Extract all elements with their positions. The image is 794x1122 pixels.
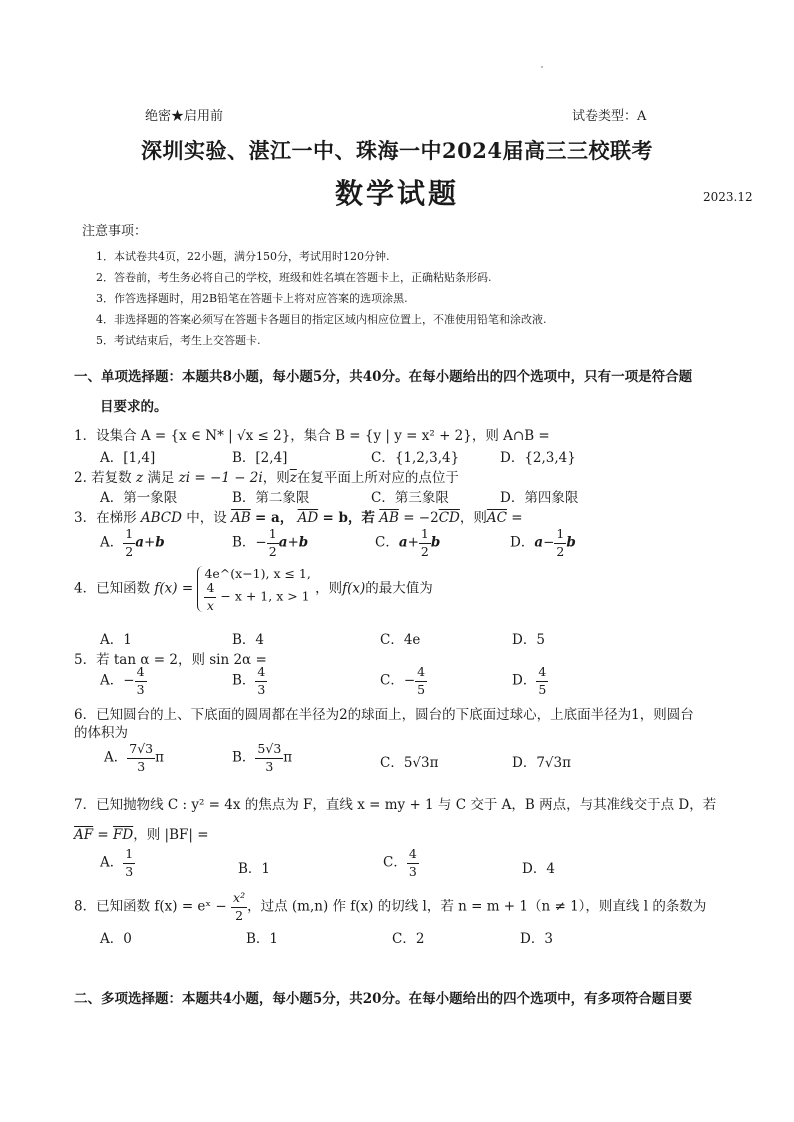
q3-text: = −2 [403,510,439,526]
q8-option-d: D．3 [520,931,553,947]
numerator: 1 [419,528,431,544]
q3-text: ，则 [459,510,487,526]
fraction [536,666,548,696]
q7-option-a [100,848,135,878]
q1-option-d: D．{2,3,4} [500,450,576,466]
operator: + [407,534,419,551]
denominator: x [206,597,214,613]
q4-option-d: D．5 [512,632,545,648]
notice-item: 1．本试卷共4页，22小题，满分150分，考试用时120分钟. [96,250,390,263]
numerator: 4 [255,666,267,682]
q3-option-a [100,528,165,558]
q8-text: ，过点 (m,n) 作 f(x) 的切线 l，若 n = m + 1（n ≠ 1），则直线 l 的条数为 [247,898,707,915]
denominator: 3 [265,758,274,774]
denominator: 2 [235,907,244,923]
question-6-stem-cont: 的体积为 [74,725,128,741]
option-label: C． [375,534,399,551]
fraction [231,892,247,922]
notice-item: 2．答卷前，考生务必将自己的学校，班级和姓名填在答题卡上，正确粘贴条形码. [96,271,492,284]
denominator: 2 [420,543,429,559]
vector-a: a [278,534,288,551]
vector-a: a [534,534,544,551]
q5-option-c [380,666,427,696]
exam-title: 深圳实验、湛江一中、珠海一中2024届高三三校联考 [141,138,653,163]
q5-option-a [100,666,147,696]
denominator: 5 [417,681,426,697]
denominator: 3 [125,863,134,879]
q7-option-c [383,848,419,878]
subject-title: 数学试题 [334,177,459,210]
fraction [127,743,155,773]
fraction [415,666,427,696]
piecewise-case-2 [204,582,310,612]
q6-option-a [104,743,164,773]
question-8-stem [74,892,706,922]
q2-option-d: D．第四象限 [500,490,579,506]
question-1-stem: 1．设集合 A = {x ∈ N* | √x ≤ 2}，集合 B = {y | y = x² + 2}，则 A∩B = [74,428,550,444]
q2-text: 在复平面上所对应的点位于 [296,470,459,486]
paper-type-label: 试卷类型：A [572,109,647,124]
q3-option-c [375,528,440,558]
q2-option-c: C．第三象限 [371,490,449,506]
vector-b: b [155,534,165,551]
numerator: 1 [123,848,135,864]
q4-text: 4．已知函数 [74,580,151,597]
fraction [123,528,135,558]
q3-text: = a， [255,510,294,526]
question-3-stem [74,506,523,526]
notice-title: 注意事项： [82,224,148,239]
denominator: 5 [538,681,547,697]
section1-heading: 一、单项选择题：本题共8小题，每小题5分，共40分。在每小题给出的四个选项中，只有一项是符合题 [74,369,693,385]
option-label: A．− [100,672,135,689]
q5-option-b [232,666,267,696]
q7-vector: $\overline{FD}$ [113,827,134,843]
fraction [255,666,267,696]
q4-text: ，则 [315,580,343,597]
q3-text: 中，设 [186,510,227,526]
fraction [554,528,566,558]
q7-option-d: D．4 [522,861,555,877]
q4-text: 的最大值为 [365,580,433,597]
q4-function: f(x) = [154,580,194,597]
denominator: 2 [268,543,277,559]
q6-option-c: C．5√3π [380,755,439,771]
numerator: 4 [204,582,216,598]
numerator: 1 [123,528,135,544]
q1-option-c: C．{1,2,3,4} [371,450,460,466]
fraction [255,743,283,773]
numerator: 4 [407,848,419,864]
q2-text: 2. 若复数 [74,470,132,486]
pi-symbol: π [155,749,164,766]
option-label: B． [232,672,256,689]
vector-a: a [135,534,144,551]
q1-option-b: B．[2,4] [232,450,288,466]
denominator: 3 [136,681,145,697]
denominator: 3 [257,681,266,697]
numerator: 7√3 [127,743,155,759]
q3-shape: ABCD [140,510,182,526]
q3-vector: $\overline{AC}$ [486,510,507,526]
option-label: B．− [232,534,267,551]
operator: + [287,534,299,551]
question-5-stem: 5．若 tan α = 2，则 sin 2α = [74,652,267,668]
option-label: A． [100,534,124,551]
question-4-stem [74,566,433,612]
numerator: 1 [267,528,279,544]
question-2-stem [74,466,459,486]
q2-option-a: A．第一象限 [100,490,178,506]
q8-text: 8．已知函数 f(x) = eˣ − [74,898,227,915]
q2-option-b: B．第二象限 [232,490,310,506]
operator: − [543,534,555,551]
fraction [419,528,431,558]
section2-heading: 二、多项选择题：本题共4小题，每小题5分，共20分。在每小题给出的四个选项中，有多项符合题目要 [74,991,693,1007]
q2-text: 满足 [147,470,175,486]
q2-conjugate: $\overline{z}$ [289,470,297,486]
q3-option-b [232,528,308,558]
notice-item: 5．考试结束后，考生上交答题卡. [96,334,261,347]
option-label: B． [232,749,256,766]
q5-option-d [512,666,548,696]
option-label: A． [104,749,128,766]
exam-date: 2023.12 [703,190,753,204]
q8-option-a: A．0 [100,931,132,947]
denominator: 3 [137,758,146,774]
numerator: 5√3 [255,743,283,759]
denominator: 3 [408,863,417,879]
q3-text: = [511,510,523,526]
confidential-label: 绝密★启用前 [145,109,224,124]
scan-speck [541,66,543,68]
numerator: 4 [135,666,147,682]
notice-item: 4．非选择题的答案必须写在答题卡各题目的指定区域内相应位置上，不准使用铅笔和涂改液. [96,313,547,326]
q6-option-d: D．7√3π [512,755,571,771]
q4-function: f(x) [342,580,366,597]
q2-var: z [135,470,144,486]
numerator: 4 [536,666,548,682]
numerator: 4 [415,666,427,682]
notice-item: 3．作答选择题时，用2B铅笔在答题卡上将对应答案的选项涂黑. [96,292,408,305]
q7-option-b: B．1 [238,861,271,877]
q8-option-c: C．2 [392,931,425,947]
option-label: C． [383,854,407,871]
fraction [123,848,135,878]
vector-b: b [430,534,441,551]
q4-option-c: C．4e [380,632,421,648]
question-6-stem: 6．已知圆台的上、下底面的圆周都在半径为2的球面上，圆台的下底面过球心，上底面半径为1，则圆台 [74,707,694,723]
denominator: 2 [556,543,565,559]
pi-symbol: π [283,749,293,766]
q3-vector: $\overline{AB}$ [379,510,399,526]
option-label: D． [512,672,537,689]
fraction [407,848,419,878]
q3-vector: $\overline{AD}$ [297,510,319,526]
fraction [204,582,216,612]
q3-text: = b，若 [322,510,375,526]
q4-case2-rest: − x + 1, x > 1 [220,588,310,604]
fraction [267,528,279,558]
q7-text: = [97,827,109,843]
q2-text: ，则 [262,470,290,486]
option-label: C．− [380,672,416,689]
vector-b: b [566,534,576,551]
numerator: 1 [554,528,566,544]
vector-a: a [398,534,408,551]
q4-option-a: A．1 [100,632,132,648]
q6-option-b [232,743,292,773]
question-7-stem: 7．已知抛物线 C : y² = 4x 的焦点为 F，直线 x = my + 1 与 C 交于 A，B 两点，与其准线交于点 D，若 [74,797,717,813]
denominator: 2 [125,543,134,559]
q3-text: 3．在梯形 [74,510,137,526]
q3-vector: $\overline{AB}$ [231,510,251,526]
vector-b: b [298,534,309,551]
q2-equation: zi = −1 − 2i [178,470,263,486]
piecewise-brace [197,566,310,612]
q7-text: ，则 |BF| = [133,827,209,843]
question-7-stem-cont [74,823,209,843]
q1-option-a: A．[1,4] [100,450,156,466]
q3-option-d [510,528,576,558]
section1-heading-cont: 目要求的。 [100,399,168,415]
option-label: A． [100,854,124,871]
operator: + [143,534,156,551]
option-label: D． [510,534,535,551]
piecewise-case-1: 4e^(x−1), x ≤ 1, [204,566,311,581]
q8-option-b: B．1 [246,931,279,947]
q7-vector: $\overline{AF}$ [74,827,94,843]
numerator: x² [231,892,247,908]
fraction [135,666,147,696]
q4-option-b: B．4 [232,632,265,648]
q3-vector: $\overline{CD}$ [438,510,460,526]
